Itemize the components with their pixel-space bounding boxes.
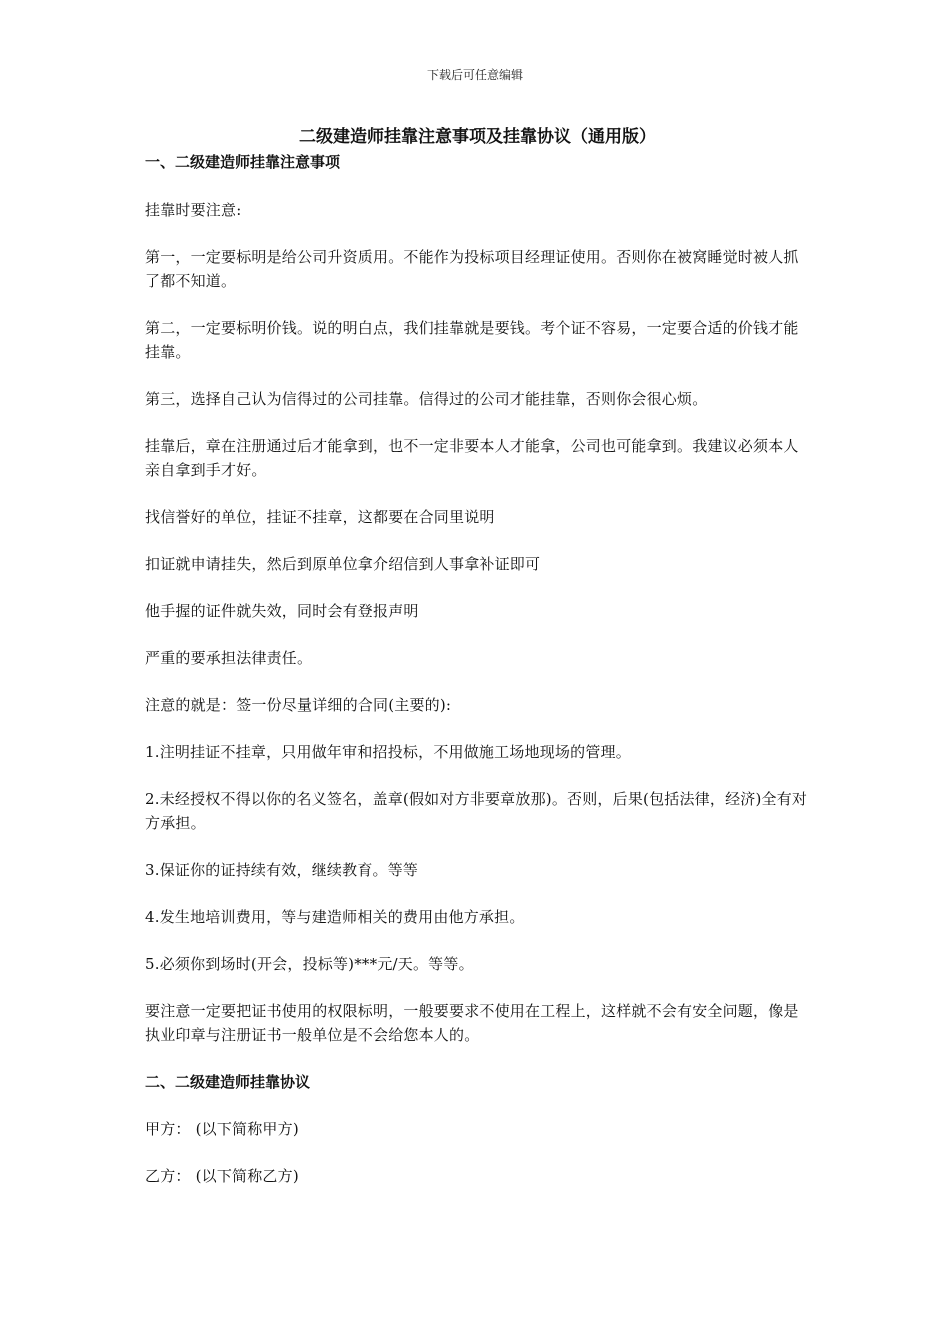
list-item: 5.必须你到场时(开会，投标等)***元/天。等等。 (145, 955, 474, 973)
paragraph: 第三，选择自己认为信得过的公司挂靠。信得过的公司才能挂靠，否则你会很心烦。 (145, 390, 708, 408)
list-item: 3.保证你的证持续有效，继续教育。等等 (145, 861, 419, 879)
paragraph: 第一，一定要标明是给公司升资质用。不能作为投标项目经理证使用。否则你在被窝睡觉时被人抓了都不知道。 (145, 248, 799, 290)
header-note: 下载后可任意编辑 (426, 68, 523, 82)
paragraph: 注意的就是：签一份尽量详细的合同(主要的): (145, 696, 452, 714)
document-title: 二级建造师挂靠注意事项及挂靠协议（通用版） (299, 127, 656, 147)
paragraph: 找信誉好的单位，挂证不挂章，这都要在合同里说明 (145, 508, 495, 526)
list-item: 2.未经授权不得以你的名义签名，盖章(假如对方非要章放那)。否则，后果(包括法律，经济)全有对方承担。 (145, 790, 808, 832)
section-heading-2: 二、二级建造师挂靠协议 (145, 1073, 311, 1091)
party-a-line: 甲方： (以下简称甲方) (145, 1120, 299, 1138)
paragraph: 扣证就申请挂失，然后到原单位拿介绍信到人事拿补证即可 (145, 555, 541, 573)
list-item: 1.注明挂证不挂章，只用做年审和招投标，不用做施工场地现场的管理。 (145, 743, 631, 761)
party-b-line: 乙方： (以下简称乙方) (145, 1167, 299, 1185)
paragraph: 挂靠时要注意: (145, 201, 242, 219)
list-item: 4.发生地培训费用，等与建造师相关的费用由他方承担。 (145, 908, 525, 926)
paragraph: 第二，一定要标明价钱。说的明白点，我们挂靠就是要钱。考个证不容易，一定要合适的价钱才能挂靠。 (145, 319, 799, 361)
paragraph: 要注意一定要把证书使用的权限标明，一般要要求不使用在工程上，这样就不会有安全问题，像是执业印章与注册证书一般单位是不会给您本人的。 (145, 1002, 799, 1044)
paragraph: 严重的要承担法律责任。 (145, 649, 313, 667)
section-heading-1: 一、二级建造师挂靠注意事项 (145, 153, 341, 171)
document-body (145, 124, 810, 1188)
paragraph: 他手握的证件就失效，同时会有登报声明 (145, 602, 419, 620)
paragraph: 挂靠后，章在注册通过后才能拿到，也不一定非要本人才能拿，公司也可能拿到。我建议必须本人亲自拿到手才好。 (145, 437, 799, 479)
